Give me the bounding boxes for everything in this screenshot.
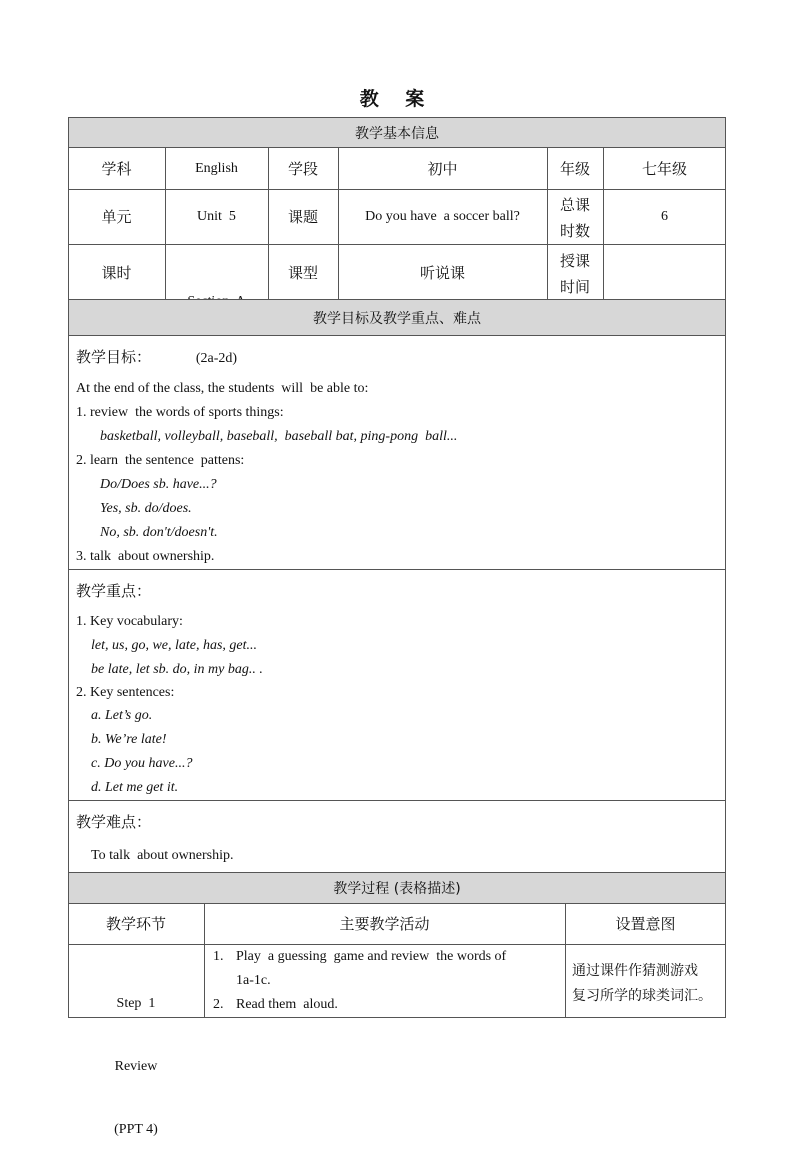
activity-2-num: 2.: [213, 997, 224, 1012]
key-line: a. Let’s go.: [91, 708, 153, 723]
total-hours-value: 6: [661, 209, 668, 224]
key-line: b. We’re late!: [91, 732, 167, 747]
process-col-activities: 主要教学活动: [339, 915, 430, 933]
teaching-time-label-line1: 授课: [559, 252, 590, 270]
activity-1-text: Play a guessing game and review the words of: [236, 949, 507, 964]
period-label: 课时: [101, 263, 132, 282]
key-line: d. Let me get it.: [91, 780, 179, 795]
step-1-line1: Step 1: [116, 996, 156, 1011]
basic-info-header-text: 教学基本信息: [355, 125, 439, 142]
process-col-stage: 教学环节: [105, 915, 166, 933]
activity-1-num: 1.: [213, 949, 224, 964]
document-title: 教 案: [359, 88, 435, 110]
key-line: c. Do you have...?: [91, 756, 193, 771]
key-line: 1. Key vocabulary:: [76, 614, 183, 629]
objectives-header: [68, 299, 726, 336]
activity-2-text: Read them aloud.: [236, 997, 338, 1012]
topic-label: 课题: [287, 208, 318, 226]
unit-value: Unit 5: [197, 209, 236, 224]
process-header-text: 教学过程 (表格描述): [333, 881, 461, 897]
key-line: be late, let sb. do, in my bag.. .: [91, 662, 263, 677]
goals-line: 3. talk about ownership.: [76, 549, 215, 564]
goals-line: At the end of the class, the students will be able to:: [76, 381, 369, 396]
subject-label: 学科: [101, 159, 132, 178]
step-1-line2: Review: [114, 1059, 158, 1074]
intent-line1: 通过课件作猜测游戏: [572, 963, 698, 979]
grade-label: 年级: [559, 159, 590, 178]
teaching-time-value: [603, 245, 726, 300]
step-1-line3: (PPT 4): [114, 1122, 158, 1137]
subject-value: English: [195, 160, 238, 176]
goals-line: No, sb. don't/doesn't.: [100, 525, 218, 540]
goals-line: basketball, volleyball, baseball, baseball bat, ping-pong ball...: [100, 429, 458, 444]
period-value-line2: (2a-2d): [195, 351, 238, 366]
stage-value: 初中: [427, 159, 458, 178]
goals-line: 1. review the words of sports things:: [76, 405, 284, 420]
total-hours-label-line2: 时数: [559, 222, 590, 240]
total-hours-label-line1: 总课: [559, 196, 590, 214]
key-points-title: 教学重点：: [76, 582, 152, 600]
lesson-type-label: 课型: [287, 263, 318, 282]
key-line: 2. Key sentences:: [76, 685, 175, 700]
lesson-type-value: 听说课: [419, 263, 465, 282]
step-1-cell: [68, 951, 204, 1161]
activity-1-text-cont: 1a-1c.: [236, 973, 271, 988]
difficult-points-text: To talk about ownership.: [91, 848, 234, 863]
topic-value: Do you have a soccer ball?: [365, 209, 520, 224]
goals-title: 教学目标：: [76, 348, 152, 366]
grade-value: 七年级: [641, 159, 687, 178]
total-hours-label: [547, 192, 603, 244]
goals-line: 2. learn the sentence pattens:: [76, 453, 245, 468]
key-line: let, us, go, we, late, has, get...: [91, 638, 258, 653]
intent-line2: 复习所学的球类词汇。: [572, 988, 712, 1004]
goals-line: Yes, sb. do/does.: [100, 501, 192, 516]
teaching-time-label: [547, 248, 603, 300]
process-col-intent: 设置意图: [615, 915, 676, 933]
difficult-points-title: 教学难点：: [76, 813, 152, 831]
goals-line: Do/Does sb. have...?: [100, 477, 217, 492]
basic-info-header: [68, 117, 726, 148]
stage-label: 学段: [287, 159, 318, 178]
process-header: [68, 872, 726, 904]
teaching-time-label-line2: 时间: [559, 278, 590, 296]
objectives-header-text: 教学目标及教学重点、难点: [313, 310, 481, 327]
unit-label: 单元: [101, 208, 132, 226]
